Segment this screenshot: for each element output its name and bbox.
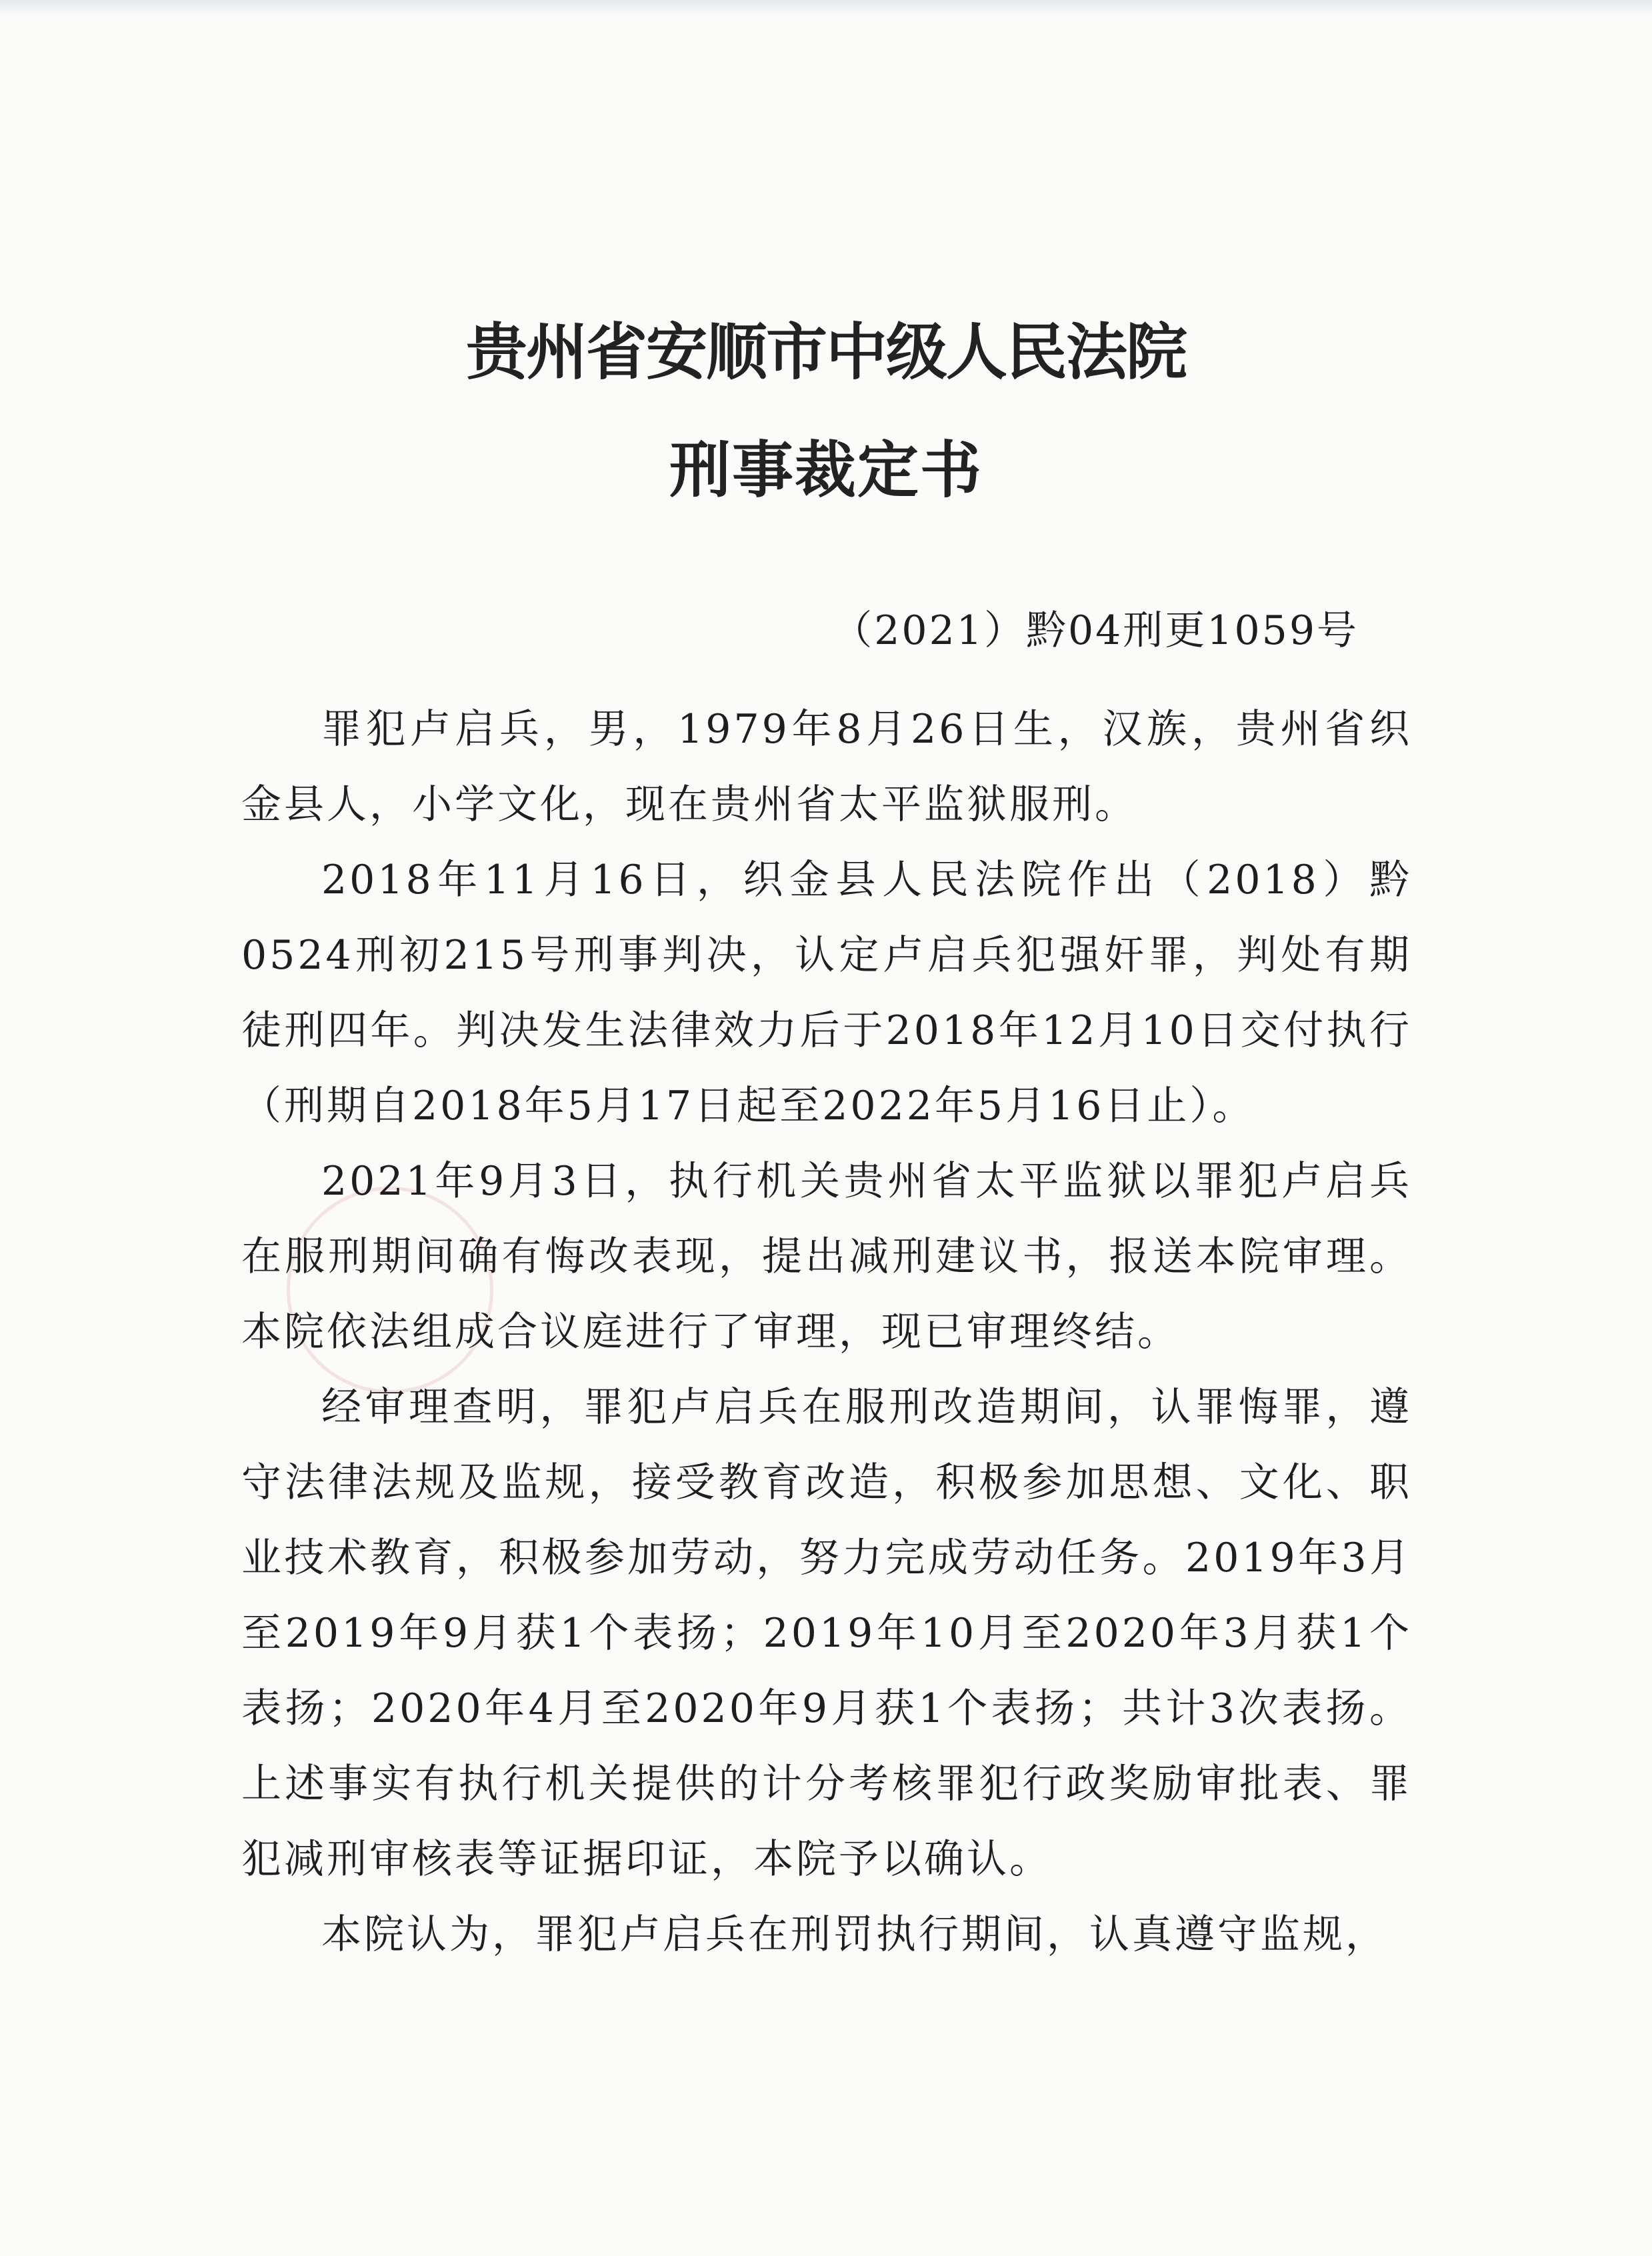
paragraph-court-opinion: 本院认为，罪犯卢启兵在刑罚执行期间，认真遵守监规， — [321, 1911, 1388, 1958]
scan-edge-shadow — [0, 0, 1652, 16]
court-name: 贵州省安顺市中级人民法院 — [465, 317, 1186, 388]
case-number: （2021）黔04刑更1059号 — [832, 607, 1359, 654]
paragraph-original-judgment: 2018年11月16日，织金县人民法院作出（2018）黔0524刑初215号刑事判决，认定卢启兵犯强奸罪，判处有期徒刑四年。判决发生法律效力后于2018年12月10日交付执行（刑期自2018年5月17日起至2022年5月16日止）。 — [241, 857, 1412, 1129]
document-type-title: 刑事裁定书 — [669, 435, 983, 506]
paragraph-findings: 经审理查明，罪犯卢启兵在服刑改造期间，认罪悔罪，遵守法律法规及监规，接受教育改造，积极参加思想、文化、职业技术教育，积极参加劳动，努力完成劳动任务。2019年3月至2019年9月获1个表扬；2019年10月至2020年3月获1个表扬；2020年4月至2020年9月获1个表扬；共计3次表扬。上述事实有执行机关提供的计分考核罪犯行政奖励审批表、罪犯减刑审核表等证据印证，本院予以确认。 — [241, 1384, 1412, 1883]
paragraph-commutation-proposal: 2021年9月3日，执行机关贵州省太平监狱以罪犯卢启兵在服刑期间确有悔改表现，提出减刑建议书，报送本院审理。本院依法组成合议庭进行了审理，现已审理终结。 — [241, 1158, 1412, 1355]
paragraph-defendant-info: 罪犯卢启兵，男，1979年8月26日生，汉族，贵州省织金县人，小学文化，现在贵州省太平监狱服刑。 — [241, 706, 1412, 828]
document-body — [241, 692, 1412, 1973]
